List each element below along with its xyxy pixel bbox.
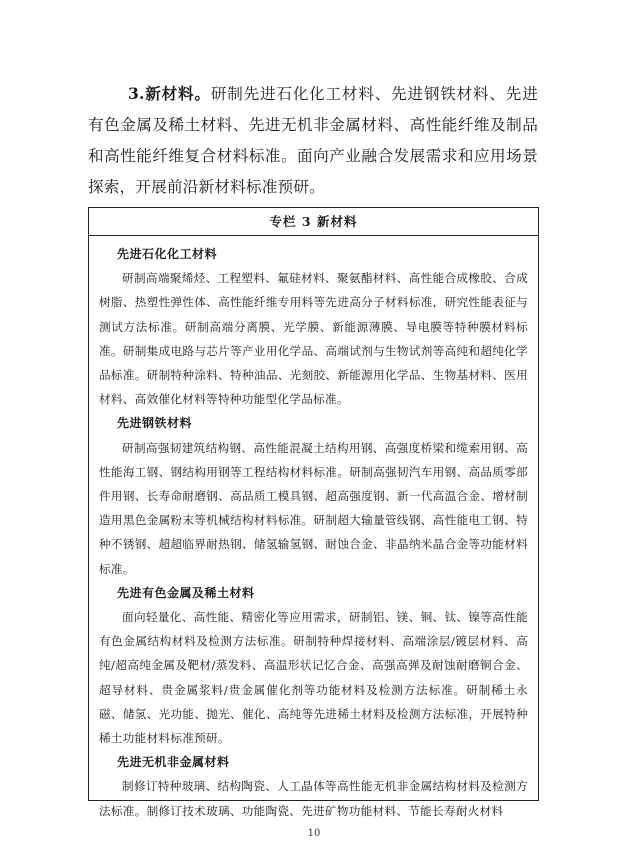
- section-heading-nonferrous: 先进有色金属及稀土材料: [117, 585, 255, 600]
- special-column-box: [88, 207, 539, 818]
- box-title: 专栏 3 新材料: [89, 208, 538, 236]
- intro-text: 研制先进石化化工材料、先进钢铁材料、先进有色金属及稀土材料、先进无机非金属材料、高性能纤维及制品和高性能纤维复合材料标准。面向产业融合发展需求和应用场景探索，开展前沿新材料标准预研。: [88, 85, 538, 196]
- section-text-petrochemical: 研制高端聚烯烃、工程塑料、氟硅材料、聚氨酯材料、高性能合成橡胶、合成树脂、热塑性弹性体、高性能纤维专用料等先进高分子材料标准，研究性能表征与测试方法标准。研制高端分离膜、光学膜、新能源薄膜、导电膜等特种膜材料标准。研制集成电路与芯片等产业用化学品、高端试剂与生物试剂等高纯和超纯化学品标准。研制特种涂料、特种油品、光刻胶、新能源用化学品、生物基材料、医用材料、高效催化材料等特种功能型化学品标准。: [99, 271, 528, 407]
- section-text-nonferrous: 面向轻量化、高性能、精密化等应用需求，研制铝、镁、铜、钛、镍等高性能有色金属结构材料及检测方法标准。研制特种焊接材料、高端涂层/镀层材料、高纯/超高纯金属及靶材/蒸发料、高温形状记忆合金、高强高弹及耐蚀耐磨铜合金、超导材料、贵金属浆料/贵金属催化剂等功能材料及检测方法标准。研制稀土永磁、储氢、光功能、抛光、催化、高纯等先进稀土材料及检测方法标准，开展特种稀土功能材料标准预研。: [99, 610, 528, 746]
- intro-paragraph: [88, 78, 538, 203]
- section-heading-inorganic: 先进无机非金属材料: [117, 755, 230, 770]
- box-body: [89, 236, 538, 823]
- section-heading-petrochemical: 先进石化化工材料: [117, 247, 218, 261]
- section-text-steel: 研制高强韧建筑结构钢、高性能混凝土结构用钢、高强度桥梁和缆索用钢、高性能海工钢、钢结构用钢等工程结构材料标准。研制高强韧汽车用钢、高品质零部件用钢、长寿命耐磨钢、高品质工模具钢、超高强度钢、新一代高温合金、增材制造用黑色金属粉末等机械结构材料标准。研制超大输量管线钢、高性能电工钢、特种不锈钢、超超临界耐热钢、储氢输氢钢、耐蚀合金、非晶纳米晶合金等功能材料标准。: [99, 440, 528, 576]
- section-text-inorganic: 制修订特种玻璃、结构陶瓷、人工晶体等高性能无机非金属结构材料及检测方法标准。制修订技术玻璃、功能陶瓷、先进矿物功能材料、节能长寿耐火材料: [99, 779, 528, 818]
- section-heading-steel: 先进钢铁材料: [117, 416, 193, 431]
- page-number: 10: [307, 828, 321, 839]
- intro-heading: 3.新材料。: [128, 84, 211, 103]
